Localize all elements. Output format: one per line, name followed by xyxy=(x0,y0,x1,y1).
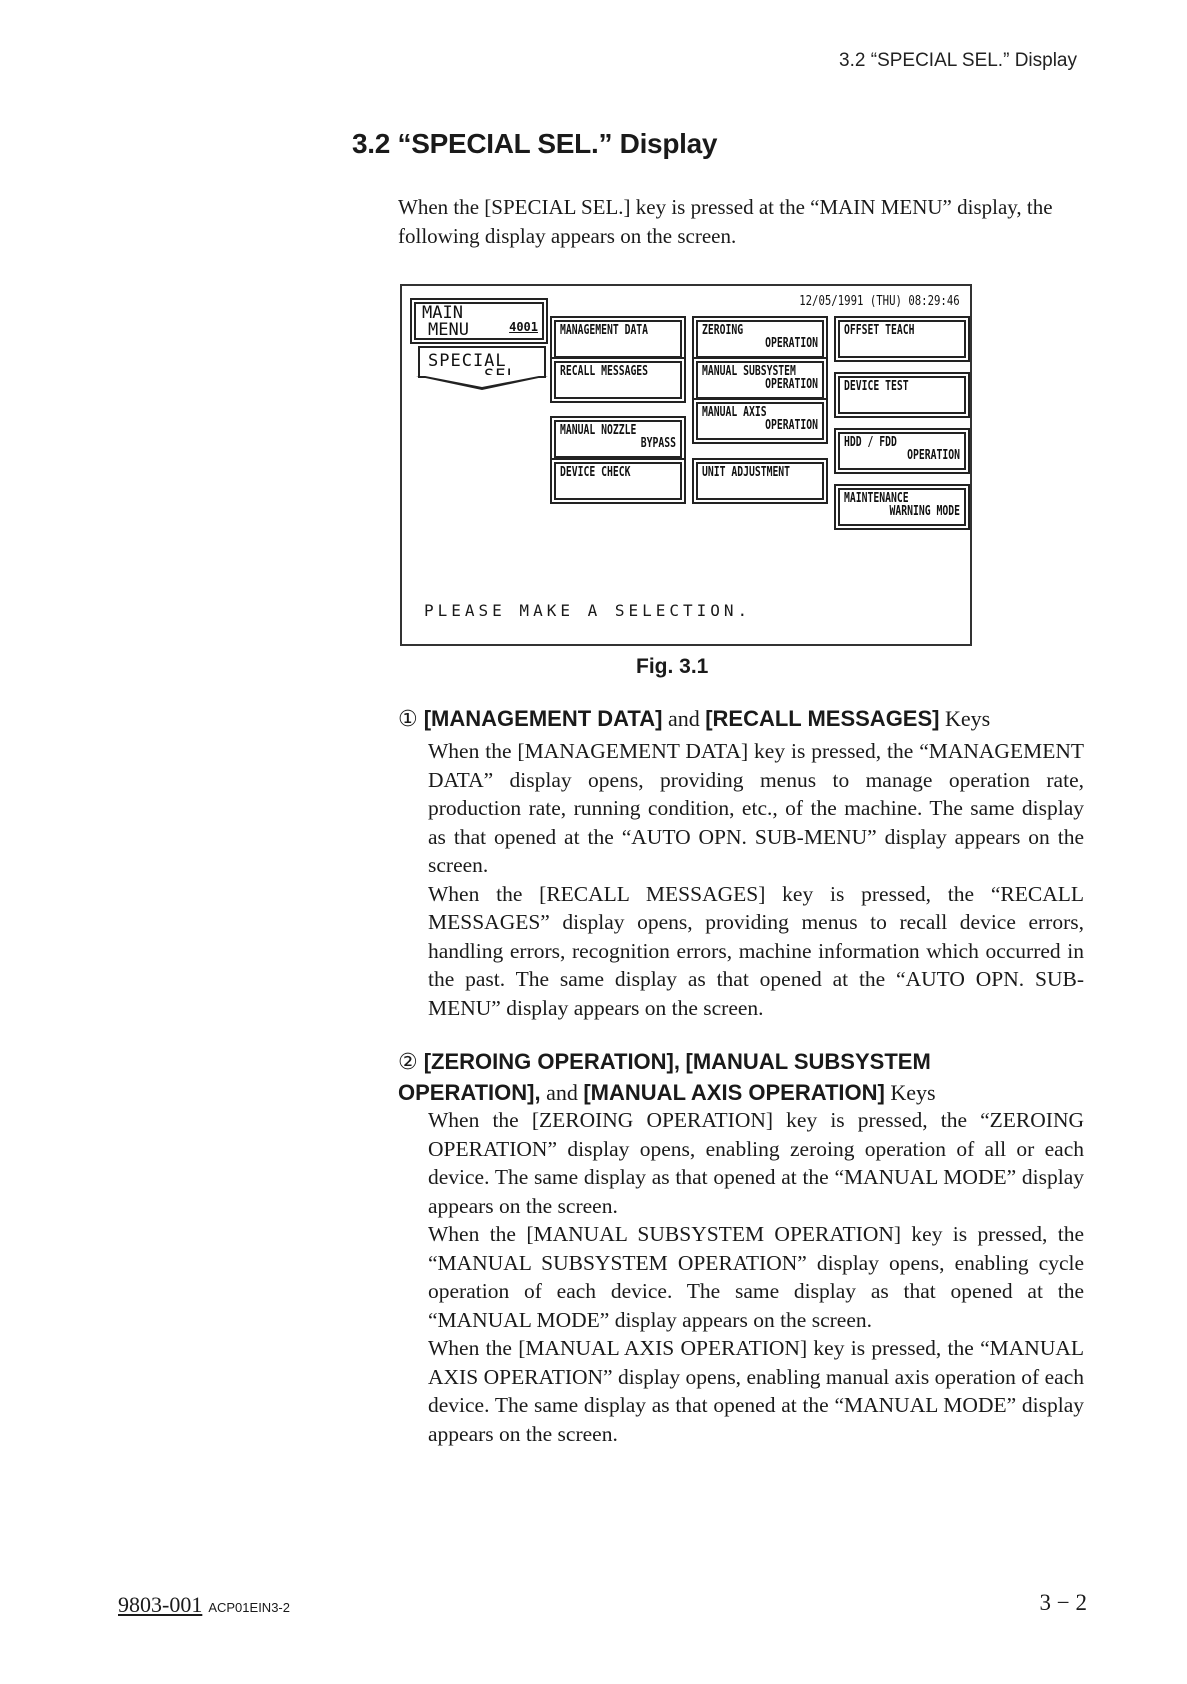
main-menu-line1: MAIN xyxy=(422,303,463,323)
maintenance-warning-mode-key[interactable] xyxy=(838,488,966,526)
bypass-label: BYPASS xyxy=(640,436,676,451)
offset-teach-key[interactable] xyxy=(838,320,966,358)
item2-number: ② xyxy=(398,1050,418,1075)
item1-key1: [MANAGEMENT DATA] xyxy=(423,706,663,731)
special-sel-line2: SEL. xyxy=(484,366,529,386)
item2-key3: [MANUAL AXIS OPERATION] xyxy=(583,1080,885,1105)
figure-caption: Fig. 3.1 xyxy=(636,655,709,678)
manual-nozzle-bypass-key[interactable] xyxy=(554,420,682,458)
item1-and: and xyxy=(667,706,700,731)
hdd-fdd-operation-key[interactable] xyxy=(838,432,966,470)
device-test-label: DEVICE TEST xyxy=(844,379,909,394)
item2-key2: [MANUAL SUBSYSTEM OPERATION], xyxy=(398,1049,931,1105)
item2-body xyxy=(428,1106,1084,1448)
item2-suffix: Keys xyxy=(890,1080,936,1105)
manual-axis-operation-label: OPERATION xyxy=(765,418,818,433)
device-check-key[interactable] xyxy=(554,462,682,500)
item2-and: and xyxy=(546,1080,578,1105)
item1-heading xyxy=(398,704,1078,735)
zeroing-operation-label: OPERATION xyxy=(765,336,818,351)
item2-key1: [ZEROING OPERATION], xyxy=(423,1049,680,1074)
footer-doc-id xyxy=(118,1592,290,1618)
manual-axis-operation-key[interactable] xyxy=(696,402,824,440)
unit-adjustment-label: UNIT ADJUSTMENT xyxy=(702,465,791,480)
manual-axis-label: MANUAL AXIS xyxy=(702,405,767,420)
item2-heading xyxy=(398,1047,1078,1108)
running-header: 3.2 “SPECIAL SEL.” Display xyxy=(839,50,1077,71)
section-title: 3.2 “SPECIAL SEL.” Display xyxy=(352,128,718,159)
special-sel-line1: SPECIAL xyxy=(428,351,507,371)
item1-suffix: Keys xyxy=(944,706,991,731)
footer-doc-code: ACP01EIN3-2 xyxy=(208,1600,290,1615)
zeroing-operation-key[interactable] xyxy=(696,320,824,358)
section-intro: When the [SPECIAL SEL.] key is pressed at the “MAIN MENU” display, the following display appears on the screen. xyxy=(398,195,1053,248)
screen-datetime: 12/05/1991 (THU) 08:29:46 xyxy=(799,294,960,309)
main-menu-button[interactable] xyxy=(414,302,544,340)
footer-doc-number: 9803-001 xyxy=(118,1592,203,1617)
page-number: 3 − 2 xyxy=(1039,1590,1087,1615)
device-test-key[interactable] xyxy=(838,376,966,414)
hdd-fdd-label: HDD / FDD xyxy=(844,435,897,450)
main-menu-line2: MENU xyxy=(428,320,469,340)
item1-number: ① xyxy=(398,707,418,732)
manual-subsystem-operation-key[interactable] xyxy=(696,361,824,399)
hdd-fdd-operation-label: OPERATION xyxy=(907,448,960,463)
special-sel-tab[interactable] xyxy=(418,346,546,386)
item1-key2: [RECALL MESSAGES] xyxy=(705,706,940,731)
management-data-label: MANAGEMENT DATA xyxy=(560,323,649,338)
recall-messages-label: RECALL MESSAGES xyxy=(560,364,649,379)
management-data-key[interactable] xyxy=(554,320,682,358)
item2-paragraph2: When the [MANUAL SUBSYSTEM OPERATION] key is pressed, the “MANUAL SUBSYSTEM OPERATION” display opens, enabling cycle operation of each device. The same display as that opened at the “MANUAL MODE” display appears on the screen. xyxy=(428,1222,1084,1332)
manual-nozzle-label: MANUAL NOZZLE xyxy=(560,423,637,438)
item2-paragraph3: When the [MANUAL AXIS OPERATION] key is pressed, the “MANUAL AXIS OPERATION” display opens, enabling manual axis operation of each device. The same display as that opened at the “MANUAL MODE” display appears on the screen. xyxy=(428,1336,1084,1446)
special-tab-pointer xyxy=(416,376,548,390)
item1-body xyxy=(428,737,1084,1022)
warning-mode-label: WARNING MODE xyxy=(889,504,960,519)
maintenance-label: MAINTENANCE xyxy=(844,491,909,506)
zeroing-label: ZEROING xyxy=(702,323,744,338)
special-sel-screen xyxy=(400,284,972,646)
device-check-label: DEVICE CHECK xyxy=(560,465,631,480)
screen-prompt: PLEASE MAKE A SELECTION. xyxy=(424,601,752,620)
item1-paragraph1: When the [MANAGEMENT DATA] key is pressed, the “MANAGEMENT DATA” display opens, providing menus to manage operation rate, production rate, running condition, etc., of the machine. The same display as that opened at the “AUTO OPN. SUB-MENU” display appears on the screen. xyxy=(428,739,1084,877)
screen-code: 4001 xyxy=(509,320,538,334)
recall-messages-key[interactable] xyxy=(554,361,682,399)
item2-paragraph1: When the [ZEROING OPERATION] key is pressed, the “ZEROING OPERATION” display opens, enabling zeroing operation of all or each device. The same display as that opened at the “MANUAL MODE” display appears on the screen. xyxy=(428,1108,1084,1218)
unit-adjustment-key[interactable] xyxy=(696,462,824,500)
manual-subsystem-label: MANUAL SUBSYSTEM xyxy=(702,364,796,379)
item1-paragraph2: When the [RECALL MESSAGES] key is pressed, the “RECALL MESSAGES” display opens, providing menus to recall device errors, handling errors, recognition errors, machine information which occurred in the past. The same display as that opened at the “AUTO OPN. SUB-MENU” display appears on the screen. xyxy=(428,881,1084,1020)
manual-subsystem-operation-label: OPERATION xyxy=(765,377,818,392)
offset-teach-label: OFFSET TEACH xyxy=(844,323,915,338)
